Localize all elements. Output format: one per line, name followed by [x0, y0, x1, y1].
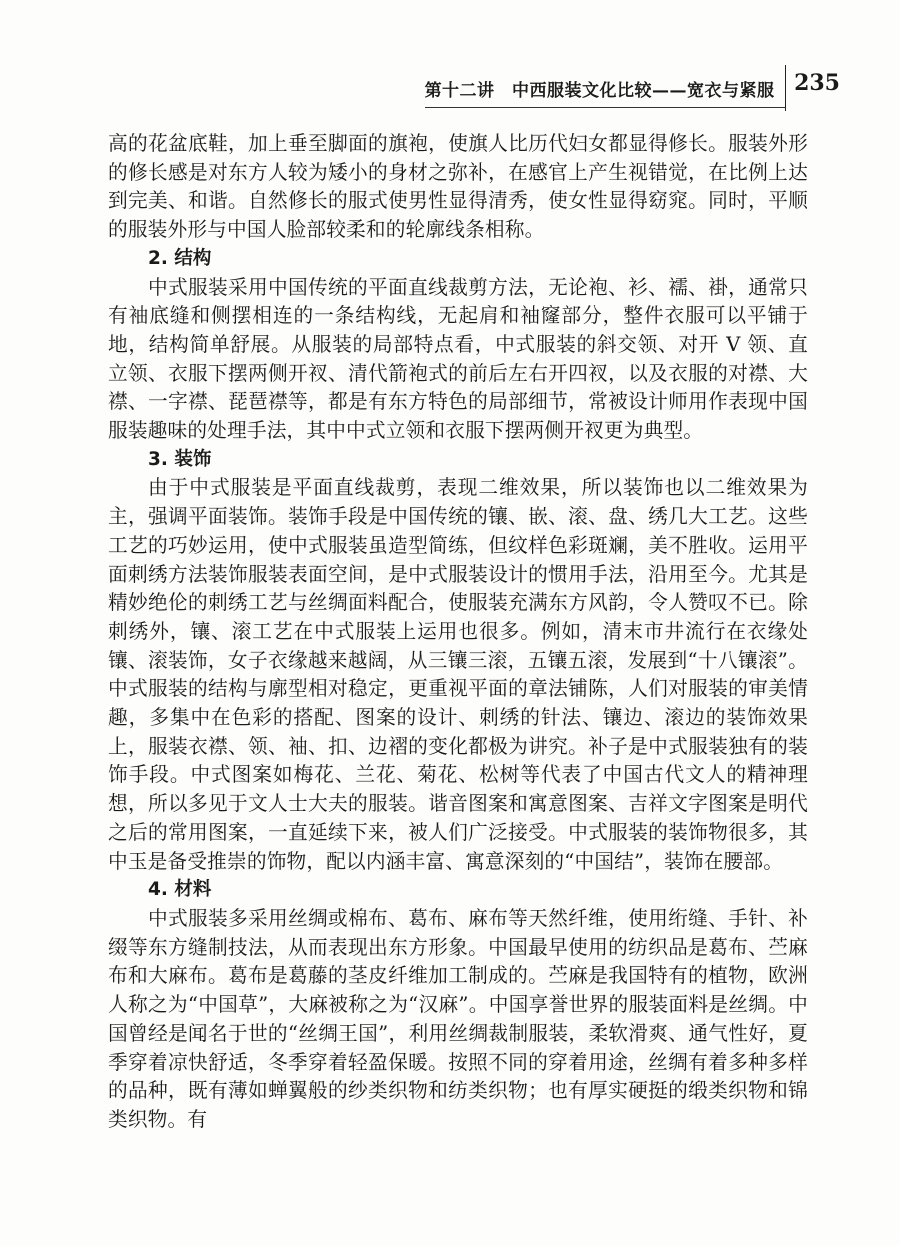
- intro-paragraph: 高的花盆底鞋，加上垂至脚面的旗袍，使旗人比历代妇女都显得修长。服装外形的修长感是对东方人较为矮小的身材之弥补，在感官上产生视错觉，在比例上达到完美、和谐。自然修长的服式使男性显得清秀，使女性显得窈窕。同时，平顺的服装外形与中国人脸部较柔和的轮廓线条相称。: [108, 132, 808, 242]
- header-divider: [785, 65, 787, 111]
- running-head: 第十二讲 中西服装文化比较——宽衣与紧服: [425, 76, 785, 108]
- page-header: [425, 68, 840, 108]
- section-heading-structure: 2. 结构: [148, 247, 212, 269]
- section-paragraph-decoration: 由于中式服装是平面直线裁剪，表现二维效果，所以装饰也以二维效果为主，强调平面装饰。装饰手段是中国传统的镶、嵌、滚、盘、绣几大工艺。这些工艺的巧妙运用，使中式服装虽造型简练，但纹样色彩斑斓，美不胜收。运用平面刺绣方法装饰服装表面空间，是中式服装设计的惯用手法，沿用至今。尤其是精妙绝伦的刺绣工艺与丝绸面料配合，使服装充满东方风韵，令人赞叹不已。除刺绣外，镶、滚工艺在中式服装上运用也很多。例如，清末市井流行在衣缘处镶、滚装饰，女子衣缘越来越阔，从三镶三滚，五镶五滚，发展到“十八镶滚”。中式服装的结构与廓型相对稳定，更重视平面的章法铺陈，人们对服装的审美情趣，多集中在色彩的搭配、图案的设计、刺绣的针法、镶边、滚边的装饰效果上，服装衣襟、领、袖、扣、边褶的变化都极为讲究。补子是中式服装独有的装饰手段。中式图案如梅花、兰花、菊花、松树等代表了中国古代文人的精神理想，所以多见于文人士大夫的服装。谐音图案和寓意图案、吉祥文字图案是明代之后的常用图案，一直延续下来，被人们广泛接受。中式服装的装饰物很多，其中玉是备受推崇的饰物，配以内涵丰富、寓意深刻的“中国结”，装饰在腰部。: [108, 476, 808, 873]
- page-number: 235: [794, 70, 840, 96]
- section-paragraph-structure: 中式服装采用中国传统的平面直线裁剪方法，无论袍、衫、襦、褂，通常只有袖底缝和侧摆相连的一条结构线，无起肩和袖窿部分，整件衣服可以平铺于地，结构简单舒展。从服装的局部特点看，中式服装的斜交领、对开 V 领、直立领、衣服下摆两侧开衩、清代箭袍式的前后左右开四衩，以及衣服的对襟、大襟、一字襟、琵琶襟等，都是有东方特色的局部细节，常被设计师用作表现中国服装趣味的处理手法，其中中式立领和衣服下摆两侧开衩更为典型。: [108, 275, 808, 443]
- section-heading-decoration: 3. 装饰: [148, 448, 212, 470]
- section-paragraph-materials: 中式服装多采用丝绸或棉布、葛布、麻布等天然纤维，使用绗缝、手针、补缀等东方缝制技法，从而表现出东方形象。中国最早使用的纺织品是葛布、苎麻布和大麻布。葛布是葛藤的茎皮纤维加工制成的。苎麻是我国特有的植物，欧洲人称之为“中国草”，大麻被称之为“汉麻”。中国享誉世界的服装面料是丝绸。中国曾经是闻名于世的“丝绸王国”，利用丝绸裁制服装，柔软滑爽、通气性好，夏季穿着凉快舒适，冬季穿着轻盈保暖。按照不同的穿着用途，丝绸有着多种多样的品种，既有薄如蝉翼般的纱类织物和纺类织物；也有厚实硬挺的缎类织物和锦类织物。有: [108, 906, 808, 1131]
- section-heading-materials: 4. 材料: [148, 879, 212, 901]
- page-body: [108, 130, 808, 1135]
